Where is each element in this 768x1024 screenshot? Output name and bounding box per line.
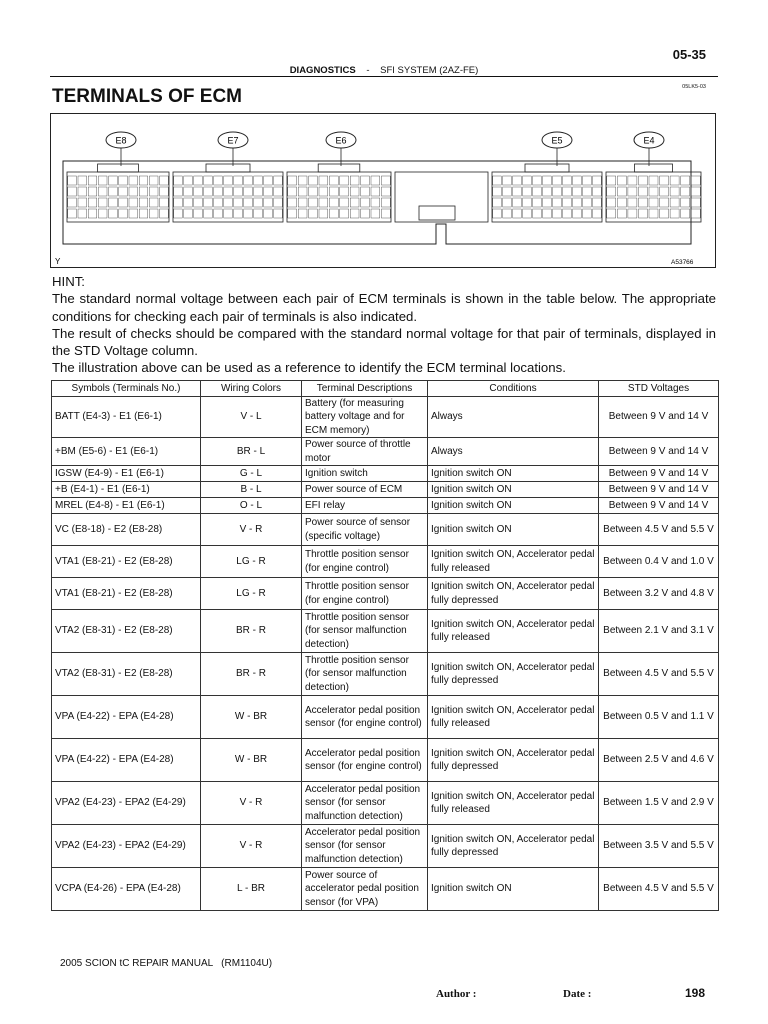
table-row [52,438,719,466]
cell-std-voltage: Between 9 V and 14 V [599,498,719,514]
table-row [52,696,719,739]
cell-description: Throttle position sensor (for sensor malfunction detection) [302,653,428,696]
cell-description: Accelerator pedal position sensor (for sensor malfunction detection) [302,782,428,825]
cell-std-voltage: Between 3.2 V and 4.8 V [599,578,719,610]
corner-label: Y [55,257,61,266]
table-row [52,397,719,438]
cell-condition: Ignition switch ON [428,498,599,514]
col-header-conditions: Conditions [428,381,599,397]
cell-wiring-color: B - L [201,482,302,498]
footer-manual-title: 2005 SCION tC REPAIR MANUAL (RM1104U) [60,958,273,969]
cell-std-voltage: Between 0.4 V and 1.0 V [599,546,719,578]
cell-condition: Always [428,397,599,438]
cell-condition: Ignition switch ON [428,466,599,482]
cell-wiring-color: BR - R [201,610,302,653]
table-row [52,868,719,911]
hint-section [52,273,716,377]
cell-symbol: VPA2 (E4-23) - EPA2 (E4-29) [52,782,201,825]
connector-block [173,164,283,222]
cell-description: Power source of throttle motor [302,438,428,466]
hint-paragraph-1: The standard normal voltage between each pair of ECM terminals is shown in the table below. The appropriate conditions for checking each pair of terminals is also indicated. [52,291,716,324]
cell-description: Throttle position sensor (for engine control) [302,578,428,610]
cell-std-voltage: Between 4.5 V and 5.5 V [599,514,719,546]
connector-diagram [51,114,715,267]
cell-std-voltage: Between 0.5 V and 1.1 V [599,696,719,739]
ecm-terminal-table [51,380,719,911]
cell-std-voltage: Between 1.5 V and 2.9 V [599,782,719,825]
cell-condition: Ignition switch ON [428,514,599,546]
cell-std-voltage: Between 3.5 V and 5.5 V [599,825,719,868]
table-row [52,498,719,514]
cell-symbol: VCPA (E4-26) - EPA (E4-28) [52,868,201,911]
col-header-std-voltages: STD Voltages [599,381,719,397]
header-separator: - [366,65,370,76]
cell-description: Ignition switch [302,466,428,482]
cell-description: Power source of sensor (specific voltage) [302,514,428,546]
table-row [52,514,719,546]
cell-wiring-color: G - L [201,466,302,482]
connector-block [606,164,701,222]
cell-std-voltage: Between 2.5 V and 4.6 V [599,739,719,782]
connector-block [287,164,391,222]
cell-description: EFI relay [302,498,428,514]
cell-symbol: VPA2 (E4-23) - EPA2 (E4-29) [52,825,201,868]
cell-description: Battery (for measuring battery voltage and for ECM memory) [302,397,428,438]
cell-symbol: VTA2 (E8-31) - E2 (E8-28) [52,653,201,696]
cell-wiring-color: LG - R [201,546,302,578]
cell-wiring-color: V - R [201,825,302,868]
center-housing [395,172,488,222]
table-row [52,466,719,482]
cell-symbol: VPA (E4-22) - EPA (E4-28) [52,696,201,739]
table-header-row [52,381,719,397]
hint-paragraph-3: The illustration above can be used as a reference to identify the ECM terminal locations. [52,360,566,376]
connector-block [492,164,602,222]
cell-std-voltage: Between 4.5 V and 5.5 V [599,868,719,911]
cell-symbol: VTA1 (E8-21) - E2 (E8-28) [52,578,201,610]
cell-symbol: VC (E8-18) - E2 (E8-28) [52,514,201,546]
table-row [52,578,719,610]
col-header-symbols: Symbols (Terminals No.) [52,381,201,397]
footer-page-number: 198 [684,986,705,1000]
cell-symbol: +BM (E5-6) - E1 (E6-1) [52,438,201,466]
cell-std-voltage: Between 9 V and 14 V [599,482,719,498]
cell-condition: Ignition switch ON [428,482,599,498]
cell-wiring-color: W - BR [201,696,302,739]
table-row [52,610,719,653]
cell-condition: Always [428,438,599,466]
connector-label: E5 [551,135,563,146]
cell-symbol: IGSW (E4-9) - E1 (E6-1) [52,466,201,482]
cell-wiring-color: V - R [201,782,302,825]
cell-symbol: VTA1 (E8-21) - E2 (E8-28) [52,546,201,578]
col-header-wiring-colors: Wiring Colors [201,381,302,397]
footer-date-label: Date : [563,988,592,1000]
cell-symbol: BATT (E4-3) - E1 (E6-1) [52,397,201,438]
cell-wiring-color: BR - L [201,438,302,466]
connector-block [67,164,169,222]
header-system: SFI SYSTEM (2AZ-FE) [380,65,479,76]
cell-wiring-color: LG - R [201,578,302,610]
connector-label: E4 [643,135,655,146]
cell-condition: Ignition switch ON, Accelerator pedal fully depressed [428,825,599,868]
page-title: TERMINALS OF ECM [52,86,242,107]
document-code: 05LK5-03 [682,84,706,90]
connector-label: E6 [335,135,347,146]
connector-label: E8 [115,135,127,146]
cell-condition: Ignition switch ON [428,868,599,911]
cell-description: Throttle position sensor (for engine control) [302,546,428,578]
table-row [52,546,719,578]
cell-description: Power source of accelerator pedal position sensor (for VPA) [302,868,428,911]
cell-wiring-color: V - R [201,514,302,546]
hint-label: HINT: [52,274,85,289]
cell-std-voltage: Between 9 V and 14 V [599,438,719,466]
cell-std-voltage: Between 4.5 V and 5.5 V [599,653,719,696]
cell-condition: Ignition switch ON, Accelerator pedal fully depressed [428,578,599,610]
cell-wiring-color: L - BR [201,868,302,911]
cell-symbol: MREL (E4-8) - E1 (E6-1) [52,498,201,514]
ecm-connector-figure [50,113,716,268]
cell-condition: Ignition switch ON, Accelerator pedal fully depressed [428,739,599,782]
cell-std-voltage: Between 9 V and 14 V [599,466,719,482]
running-header [0,65,768,76]
cell-wiring-color: BR - R [201,653,302,696]
table-row [52,739,719,782]
cell-condition: Ignition switch ON, Accelerator pedal fully released [428,610,599,653]
cell-symbol: +B (E4-1) - E1 (E6-1) [52,482,201,498]
cell-description: Power source of ECM [302,482,428,498]
cell-std-voltage: Between 9 V and 14 V [599,397,719,438]
col-header-descriptions: Terminal Descriptions [302,381,428,397]
cell-condition: Ignition switch ON, Accelerator pedal fully released [428,546,599,578]
table-row [52,653,719,696]
cell-description: Throttle position sensor (for sensor malfunction detection) [302,610,428,653]
cell-condition: Ignition switch ON, Accelerator pedal fully released [428,696,599,739]
table-row [52,782,719,825]
cell-symbol: VPA (E4-22) - EPA (E4-28) [52,739,201,782]
page-number: 05-35 [672,47,706,62]
connector-label: E7 [227,135,239,146]
figure-id: A53766 [671,259,694,266]
header-rule [50,76,718,77]
cell-condition: Ignition switch ON, Accelerator pedal fully depressed [428,653,599,696]
cell-wiring-color: W - BR [201,739,302,782]
table-row [52,825,719,868]
cell-description: Accelerator pedal position sensor (for sensor malfunction detection) [302,825,428,868]
header-section: DIAGNOSTICS [289,65,356,76]
footer-author-label: Author : [436,988,477,1000]
cell-condition: Ignition switch ON, Accelerator pedal fully released [428,782,599,825]
table-row [52,482,719,498]
cell-wiring-color: V - L [201,397,302,438]
cell-description: Accelerator pedal position sensor (for engine control) [302,696,428,739]
cell-description: Accelerator pedal position sensor (for engine control) [302,739,428,782]
cell-wiring-color: O - L [201,498,302,514]
hint-paragraph-2: The result of checks should be compared with the standard normal voltage for that pair of terminals, displayed in the STD Voltage column. [52,325,716,359]
cell-std-voltage: Between 2.1 V and 3.1 V [599,610,719,653]
center-key [419,206,455,220]
cell-symbol: VTA2 (E8-31) - E2 (E8-28) [52,610,201,653]
